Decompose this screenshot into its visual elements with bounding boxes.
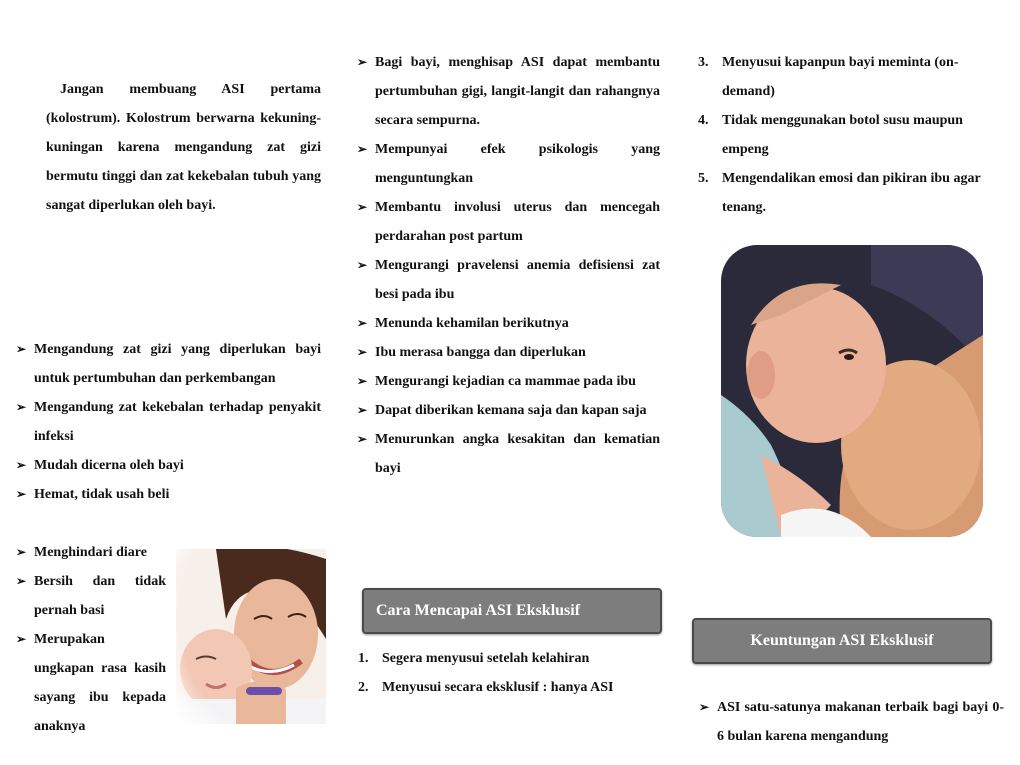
- list-item: ➢ Dapat diberikan kemana saja dan kapan saja: [357, 396, 660, 425]
- list-item: ➢ Bagi bayi, menghisap ASI dapat membantu pertumbuhan gigi, langit-langit dan rahangnya secara sempurna.: [357, 48, 660, 135]
- list-item: ➢ Membantu involusi uterus dan mencegah perdarahan post partum: [357, 193, 660, 251]
- arrow-bullet-icon: ➢: [16, 545, 27, 559]
- list-item: ➢ Menghindari diare: [16, 538, 166, 567]
- section-heading-keuntungan: Keuntungan ASI Eksklusif: [692, 618, 992, 664]
- arrow-bullet-icon: ➢: [699, 700, 710, 714]
- list-item: ➢ ASI satu-satunya makanan terbaik bagi bayi 0-6 bulan karena mengandung: [699, 693, 1004, 751]
- breastfeeding-photo: [721, 245, 983, 537]
- mother-baby-illustration: [176, 549, 326, 724]
- arrow-bullet-icon: ➢: [16, 574, 27, 588]
- arrow-bullet-icon: ➢: [357, 432, 368, 446]
- arrow-bullet-icon: ➢: [357, 142, 368, 156]
- arrow-bullet-icon: ➢: [357, 55, 368, 69]
- list-item: ➢ Bersih dan tidak pernah basi: [16, 567, 166, 625]
- breastfeeding-illustration: [721, 245, 983, 537]
- colostrum-paragraph: Jangan membuang ASI pertama (kolostrum). Kolostrum berwarna kekuning-kuningan karena mengandung zat gizi bermutu tinggi dan zat kekebalan tubuh yang sangat diperlukan oleh bayi.: [46, 82, 321, 213]
- arrow-bullet-icon: ➢: [16, 458, 27, 472]
- arrow-bullet-icon: ➢: [357, 316, 368, 330]
- arrow-bullet-icon: ➢: [357, 374, 368, 388]
- arrow-bullet-icon: ➢: [16, 400, 27, 414]
- col2-benefit-list: [357, 48, 660, 483]
- col1-benefit-list-narrow: [16, 538, 166, 741]
- list-item: ➢ Mengandung zat gizi yang diperlukan bayi untuk pertumbuhan dan perkembangan: [16, 335, 321, 393]
- list-item: 4. Tidak menggunakan botol susu maupun empeng: [698, 113, 963, 157]
- arrow-bullet-icon: ➢: [357, 258, 368, 272]
- arrow-bullet-icon: ➢: [16, 487, 27, 501]
- mother-baby-photo: [176, 549, 326, 724]
- arrow-bullet-icon: ➢: [357, 403, 368, 417]
- arrow-bullet-icon: ➢: [16, 342, 27, 356]
- list-item: 5. Mengendalikan emosi dan pikiran ibu agar tenang.: [698, 171, 981, 215]
- col2-steps-list: [358, 644, 658, 702]
- arrow-bullet-icon: ➢: [357, 345, 368, 359]
- list-item: ➢ Mempunyai efek psikologis yang menguntungkan: [357, 135, 660, 193]
- col3-steps-list: [698, 48, 1008, 222]
- list-item: ➢ Mudah dicerna oleh bayi: [16, 451, 321, 480]
- list-item: ➢ Ibu merasa bangga dan diperlukan: [357, 338, 660, 367]
- list-item: ➢ Mengurangi pravelensi anemia defisiensi zat besi pada ibu: [357, 251, 660, 309]
- arrow-bullet-icon: ➢: [16, 632, 27, 646]
- list-item: ➢ Menurunkan angka kesakitan dan kematian bayi: [357, 425, 660, 483]
- list-item: ➢ Menunda kehamilan berikutnya: [357, 309, 660, 338]
- list-item: ➢ Mengurangi kejadian ca mammae pada ibu: [357, 367, 660, 396]
- arrow-bullet-icon: ➢: [357, 200, 368, 214]
- list-item: 2. Menyusui secara eksklusif : hanya ASI: [358, 680, 614, 695]
- list-item: 3. Menyusui kapanpun bayi meminta (on-demand): [698, 55, 959, 99]
- list-item: ➢ Mengandung zat kekebalan terhadap penyakit infeksi: [16, 393, 321, 451]
- list-item: 1. Segera menyusui setelah kelahiran: [358, 651, 590, 666]
- col3-benefit-list: [699, 693, 1004, 751]
- section-heading-cara-mencapai: Cara Mencapai ASI Eksklusif: [362, 588, 662, 634]
- list-item: ➢ Merupakan ungkapan rasa kasih sayang ibu kepada anaknya: [16, 625, 166, 741]
- col1-benefit-list: [16, 335, 321, 509]
- list-item: ➢ Hemat, tidak usah beli: [16, 480, 321, 509]
